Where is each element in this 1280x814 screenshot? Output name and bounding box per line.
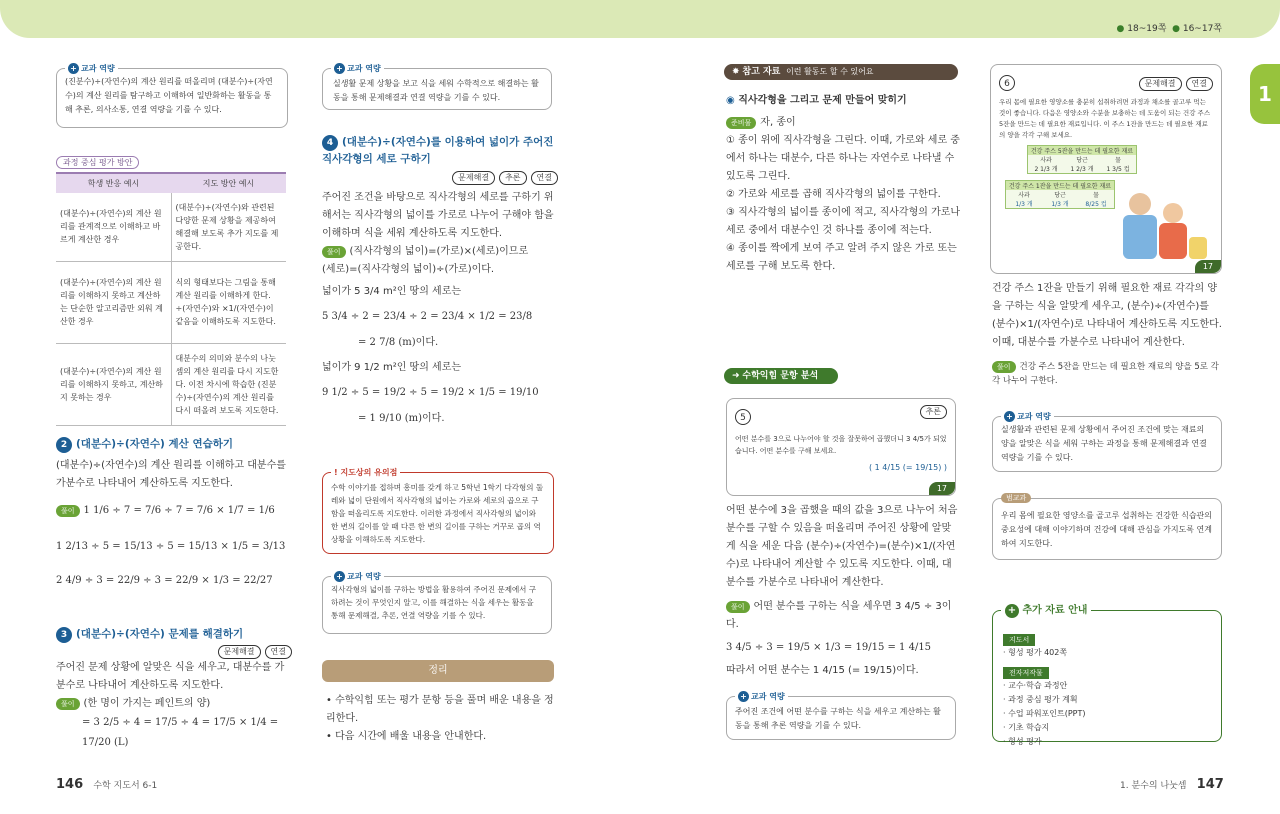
question-6-text: 우리 몸에 필요한 영양소를 충분히 섭취하려면 과정과 채소를 골고루 먹는 것이 좋습니다. 다음은 영양소와 수분을 보충하는 데 도움이 되는 건강 주스 5잔을 만드는 데 필요한 재료입니다. 이 주스 1잔을 만드는 데 필요한 재료의 양을 각각 구해 보세요. xyxy=(999,98,1211,139)
plus-icon: + xyxy=(334,571,345,582)
plus-circle-icon: + xyxy=(1005,604,1019,618)
guide-label: 지도서 xyxy=(1003,634,1035,646)
summary-bar: 정리 xyxy=(322,660,554,682)
eval-tag: 과정 중심 평가 방안 xyxy=(56,156,139,169)
plus-icon: + xyxy=(68,63,79,74)
reference-header xyxy=(724,64,958,80)
question-5-answer: ( 1 4/15 (= 19/15) ) xyxy=(868,463,947,472)
digital-label: 전자저작물 xyxy=(1003,667,1049,679)
q6-table-1: 건강 주스 5잔을 만드는 데 필요한 재료 사과 당근 물 2 1/3 개 1 2/3 개 1 3/5 컵 xyxy=(1027,145,1137,174)
question-5-num: 5 xyxy=(735,409,751,425)
page-reference: ● 18~19쪽 ● 16~17쪽 xyxy=(1116,24,1222,34)
plus-icon: + xyxy=(334,63,345,74)
table-cell: (대분수)÷(자연수)와 관련된 다양한 문제 상황을 제공하여 해결해 보도록 추가 지도를 제공한다. xyxy=(171,193,286,261)
eval-header-2: 지도 방안 예시 xyxy=(171,173,286,193)
list-item: · 과정 중심 평가 계획 xyxy=(1003,695,1078,704)
analysis-bar: ➜ 수학익힘 문항 분석 xyxy=(724,368,838,384)
competency-tag: + 교과 역량 xyxy=(735,691,788,702)
caution-box xyxy=(322,468,554,554)
competency-text: 실생활과 관련된 문제 상황에서 주어진 조건에 맞는 재료의 양을 알맞은 식을 세워 구하는 과정을 통해 문제해결과 연결 역량을 기를 수 있다. xyxy=(1001,425,1207,462)
reference-head: ◉ 직사각형을 그리고 문제 만들어 맞히기 xyxy=(726,95,907,106)
workbook-icon: ● xyxy=(1172,24,1180,34)
competency-tag: + 교과 역량 xyxy=(331,63,384,74)
prep-line: 준비물 자, 종이 xyxy=(726,114,962,132)
reference-bar: ✸ 참고 자료 이런 활동도 할 수 있어요 xyxy=(724,64,958,80)
competency-text: (진분수)÷(자연수)의 계산 원리를 떠올리며 (대분수)÷(자연수)의 계산 원리를 탐구하고 이해하여 일반화하는 활동을 통해 추론, 의사소통, 연결 역량을 기를 수 있다. xyxy=(65,77,273,114)
footer-left: 146 수학 지도서 6-1 xyxy=(56,777,158,792)
table-cell: 식의 형태보다는 그림을 통해 계산 원리를 이해하게 한다. ÷(자연수)와 ×1/(자연수)이 같음을 이해하도록 지도한다. xyxy=(171,261,286,343)
question-6-desc xyxy=(992,280,1224,388)
question-5-res: 따라서 어떤 분수는 1 4/15 (= 19/15)이다. xyxy=(726,665,919,676)
activity-4-badges: 문제해결 추론 연결 xyxy=(322,171,558,185)
table-cell: (대분수)÷(자연수)의 계산 원리를 이해하지 못하고 계산하는 단순한 알고리즘만 외워 계산한 경우 xyxy=(56,261,171,343)
activity-4-line1: 넓이가 5 3/4 m²인 땅의 세로는 xyxy=(322,286,462,297)
extra-materials-box xyxy=(992,605,1222,746)
activity-3-eq: = 3 2/5 ÷ 4 = 17/5 ÷ 4 = 17/5 × 1/4 = 17/20 (L) xyxy=(82,717,279,748)
list-item: • 다음 시간에 배울 내용을 안내한다. xyxy=(326,731,487,742)
list-item: · 기초 학습지 xyxy=(1003,723,1050,732)
activity-3-title: 3 (대분수)÷(자연수) 문제를 해결하기 xyxy=(56,626,292,643)
question-5-box: 5 추론 어떤 분수를 3으로 나누어야 할 것을 잘못하여 곱했더니 3 4/5가 되었습니다. 어떤 분수를 구해 보세요. ( 1 4/15 (= 19/15) ) 17 xyxy=(726,398,956,496)
question-6-page: 17 xyxy=(1195,260,1221,273)
activity-3-sol: 풀이 (한 명이 가지는 페인트의 양) xyxy=(56,695,292,713)
question-5-text: 어떤 분수를 3으로 나누어야 할 것을 잘못하여 곱했더니 3 4/5가 되었습니다. 어떤 분수를 구해 보세요. xyxy=(735,435,947,455)
activity-3-text: 주어진 문제 상황에 알맞은 식을 세우고, 대분수를 가분수로 나타내어 계산하도록 지도한다. xyxy=(56,662,285,691)
footer-right: 1. 분수의 나눗셈 147 xyxy=(1120,777,1224,792)
list-item: ③ 직사각형의 넓이를 종이에 적고, 직사각형의 가로나 세로 중에서 대분수인 것 하나를 종이에 적는다. xyxy=(726,207,961,236)
table-row xyxy=(56,343,286,425)
list-item: · 형성 평가 402쪽 xyxy=(1003,648,1068,657)
question-6-box: 6 문제해결 연결 우리 몸에 필요한 영양소를 충분히 섭취하려면 과정과 채소를 골고루 먹는 것이 좋습니다. 다음은 영양소와 수분을 보충하는 데 도움이 되는 건강 주스 5잔을 만드는 데 필요한 재료입니다. 이 주스 1잔을 만드는 데 필요한 재료의 양을 각각 구해 보세요. 건강 주스 5잔을 만드는 데 필요한 재료 사과 당근 물 2 1/3 개 1 2/3 개 1 3/5 컵 건강 주스 1잔을 만드는 데 필요한 재료 사과 당근 물 1/3 개 1/3 개 8/25 컵 17 xyxy=(990,64,1222,274)
table-cell: 대분수의 의미와 분수의 나눗셈의 계산 원리를 다시 지도한다. 이전 차시에 학습한 (진분수)÷(자연수)의 계산 원리를 다시 떠올려 보도록 지도한다. xyxy=(171,343,286,425)
competency-tag: + 교과 역량 xyxy=(1001,411,1054,422)
activity-4-eq1: 5 3/4 ÷ 2 = 23/4 ÷ 2 = 23/4 × 1/2 = 23/8 xyxy=(322,311,533,322)
question-5-desc-text: 어떤 분수에 3을 곱했을 때의 값을 3으로 나누어 처음 분수를 구할 수 있음을 떠올리며 주어진 상황에 알맞게 식을 세운 다음 (분수)÷(자연수)=(분수)×1/(자연수)로 나타내어 계산할 수 있도록 지도한다. 이때, 대분수를 가분수로 나타내어 계산한다. xyxy=(726,505,958,588)
activity-2-eq1: 풀이 1 1/6 ÷ 7 = 7/6 ÷ 7 = 7/6 × 1/7 = 1/6 xyxy=(56,501,292,521)
q6-table-2: 건강 주스 1잔을 만드는 데 필요한 재료 사과 당근 물 1/3 개 1/3 개 8/25 컵 xyxy=(1005,180,1115,209)
list-item: ② 가로와 세로를 곱해 직사각형의 넓이를 구한다. xyxy=(726,189,941,200)
activity-4-sol2: (세로)=(직사각형의 넓이)÷(가로)이다. xyxy=(322,264,495,275)
activity-3 xyxy=(56,626,292,753)
extra-materials-title: + 추가 자료 안내 xyxy=(1001,601,1091,618)
activity-4-sol1: 풀이 (직사각형의 넓이)=(가로)×(세로)이므로 xyxy=(322,243,558,261)
list-item: ① 종이 위에 직사각형을 그린다. 이때, 가로와 세로 중에서 하나는 대분수, 다른 하나는 자연수로 나타낼 수 있도록 그린다. xyxy=(726,135,960,182)
table-row xyxy=(56,193,286,261)
chapter-tab: 1 xyxy=(1250,64,1280,124)
plus-icon: + xyxy=(1004,411,1015,422)
digital-list xyxy=(1003,679,1211,749)
competency-box-4 xyxy=(726,692,956,740)
activity-4-text: 주어진 조건을 바탕으로 직사각형의 세로를 구하기 위해서는 직사각형의 넓이를 가로로 나누어 구해야 함을 이해하며 식을 세워 계산하도록 지도한다. xyxy=(322,192,554,239)
student-book-icon: ● xyxy=(1116,24,1125,34)
caution-text: 수학 이야기를 접하며 흥미를 갖게 하고 5학년 1학기 다각형의 둘레와 넓이 단원에서 직사각형의 넓이는 가로와 세로의 곱으로 구함을 떠올리도록 지도한다. 이러한 과정에서 직사각형의 넓이와 한 변의 길이를 알 때 다른 한 변의 길이를 구하는 거꾸로 곱의 역 상황을 이해하도록 지도한다. xyxy=(331,483,544,544)
warning-icon: ! xyxy=(334,468,338,477)
eval-header-1: 학생 반응 예시 xyxy=(56,173,171,193)
question-6-desc-text: 건강 주스 1잔을 만들기 위해 필요한 재료 각각의 양을 구하는 식을 알맞게 세우고, (분수)÷(자연수)를 (분수)×1/(자연수)로 나타내어 계산하도록 지도한다. 이때, 대분수를 가분수로 나타내어 계산한다. xyxy=(992,283,1222,348)
competency-tag: + 교과 역량 xyxy=(331,571,384,582)
competency-text: 주어진 조건에 어떤 분수를 구하는 식을 세우고 계산하는 활동을 통해 추론 역량을 기를 수 있다. xyxy=(735,707,941,730)
activity-4-title: 4 (대분수)÷(자연수)를 이용하여 넓이가 주어진 직사각형의 세로 구하기 xyxy=(322,136,554,165)
cross-curricular-text: 우리 몸에 필요한 영양소를 골고루 섭취하는 건강한 식습관의 중요성에 대해 이야기하며 건강에 대해 관심을 가지도록 연계하여 지도한다. xyxy=(1001,511,1212,548)
cross-curricular-box xyxy=(992,494,1222,560)
eval-table xyxy=(56,172,286,426)
activity-2-text: (대분수)÷(자연수)의 계산 원리를 이해하고 대분수를 가분수로 나타내어 계산하도록 지도한다. xyxy=(56,460,286,489)
question-5-sol: 풀이 어떤 분수를 구하는 식을 세우면 3 4/5 ÷ 3이다. xyxy=(726,601,952,630)
plus-icon: + xyxy=(738,691,749,702)
juice-illustration xyxy=(1119,193,1209,263)
competency-box-2 xyxy=(322,64,552,110)
activity-2-title: 2 (대분수)÷(자연수) 계산 연습하기 xyxy=(56,436,292,453)
activity-2-eq3: 2 4/9 ÷ 3 = 22/9 ÷ 3 = 22/9 × 1/3 = 22/27 xyxy=(56,575,273,586)
question-5-desc xyxy=(726,502,958,680)
activity-3-badges: 문제해결 연결 xyxy=(56,645,292,659)
competency-text: 실생활 문제 상황을 보고 식을 세워 수학적으로 해결하는 활동을 통해 문제해결과 연결 역량을 기를 수 있다. xyxy=(333,79,539,102)
competency-text: 직사각형의 넓이를 구하는 방법을 활용하여 주어진 문제에서 구하려는 것이 무엇인지 알고, 이를 해결하는 식을 세우는 활동을 통해 문제해결, 추론, 연결 역량을 기를 수 있다. xyxy=(331,585,537,620)
cross-curricular-tag: 범교과 xyxy=(1001,493,1031,503)
table-row xyxy=(56,261,286,343)
question-5-eq: 3 4/5 ÷ 3 = 19/5 × 1/3 = 19/15 = 1 4/15 xyxy=(726,642,932,653)
list-item: · 수업 파워포인트(PPT) xyxy=(1003,709,1086,718)
competency-box-3 xyxy=(322,572,552,634)
question-6-sol: 풀이 건강 주스 5잔을 만드는 데 필요한 재료의 양을 5로 각각 나누어 구한다. xyxy=(992,362,1219,386)
competency-box-1 xyxy=(56,64,288,128)
list-item: · 교수·학습 과정안 xyxy=(1003,681,1068,690)
summary-list xyxy=(326,692,556,746)
question-5-page: 17 xyxy=(929,482,955,495)
competency-tag: + 교과 역량 xyxy=(65,63,118,74)
top-band xyxy=(0,0,1280,38)
activity-4 xyxy=(322,134,558,429)
table-cell: (대분수)÷(자연수)의 계산 원리를 관계적으로 이해하고 바르게 계산한 경우 xyxy=(56,193,171,261)
list-item: ④ 종이를 짝에게 보여 주고 알려 주지 않은 가로 또는 세로를 구해 보도록 한다. xyxy=(726,243,957,272)
bullet-icon: ◉ xyxy=(726,95,735,106)
table-cell: (대분수)÷(자연수)의 계산 원리를 이해하지 못하고, 계산하지 못하는 경우 xyxy=(56,343,171,425)
reference-section xyxy=(726,92,962,276)
activity-4-res2: = 1 9/10 (m)이다. xyxy=(358,413,445,424)
activity-2 xyxy=(56,436,292,591)
eval-section xyxy=(56,150,288,426)
star-icon: ✸ xyxy=(732,67,740,77)
activity-4-line2: 넓이가 9 1/2 m²인 땅의 세로는 xyxy=(322,362,462,373)
question-6-num: 6 xyxy=(999,75,1015,91)
list-item: • 수학익힘 또는 평가 문항 등을 풀며 배운 내용을 정리한다. xyxy=(326,695,554,724)
arrow-icon: ➜ xyxy=(732,371,740,381)
list-item: · 형성 평가 xyxy=(1003,737,1042,746)
activity-2-eq2: 1 2/13 ÷ 5 = 15/13 ÷ 5 = 15/13 × 1/5 = 3/13 xyxy=(56,541,286,552)
activity-4-eq2: 9 1/2 ÷ 5 = 19/2 ÷ 5 = 19/2 × 1/5 = 19/10 xyxy=(322,387,539,398)
competency-box-5 xyxy=(992,412,1222,472)
activity-4-res1: = 2 7/8 (m)이다. xyxy=(358,337,439,348)
caution-tag: ! 지도상의 유의점 xyxy=(331,467,400,478)
